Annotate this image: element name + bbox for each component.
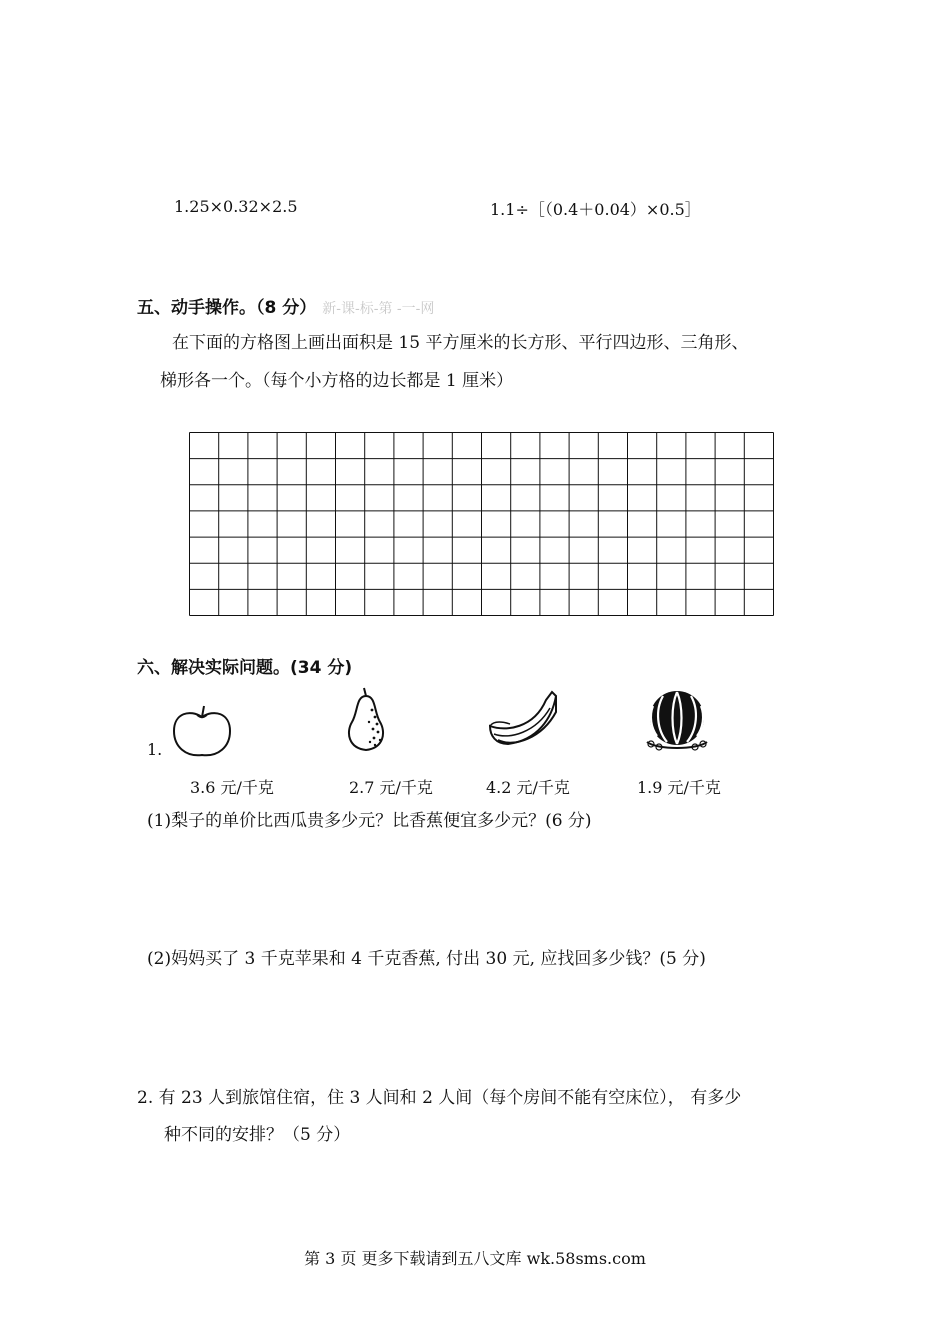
banana-price: 4.2 元/千克 — [486, 778, 570, 797]
pear-icon — [344, 684, 388, 754]
question-1-2: (2)妈妈买了 3 千克苹果和 4 千克香蕉, 付出 30 元, 应找回多少钱？(5 分) — [147, 949, 706, 969]
square-grid — [189, 432, 774, 616]
section-5-title — [137, 293, 434, 318]
section-6-title: 六、解决实际问题。(34 分) — [137, 658, 353, 678]
question-1-number: 1. — [147, 740, 163, 759]
question-2-line-1: 2. 有 23 人到旅馆住宿，住 3 人间和 2 人间（每个房间不能有空床位）， 有多少 — [137, 1088, 742, 1108]
section-5-instruction-line-1: 在下面的方格图上画出面积是 15 平方厘米的长方形、平行四边形、三角形、 — [172, 333, 749, 353]
watermark-text: 新-课-标-第 -一-网 — [322, 301, 435, 317]
section-5-instruction-line-2: 梯形各一个。（每个小方格的边长都是 1 厘米） — [160, 371, 514, 391]
calc-expression-1: 1.25×0.32×2.5 — [174, 197, 298, 216]
apple-price: 3.6 元/千克 — [190, 778, 274, 797]
section-5-title-text: 五、动手操作。（8 分） — [137, 298, 317, 318]
apple-icon — [170, 703, 234, 761]
watermelon-price: 1.9 元/千克 — [637, 778, 721, 797]
page-footer: 第 3 页 更多下载请到五八文库 wk.58sms.com — [304, 1249, 646, 1268]
watermelon-icon — [641, 688, 713, 754]
pear-price: 2.7 元/千克 — [349, 778, 433, 797]
question-1-1: (1)梨子的单价比西瓜贵多少元？比香蕉便宜多少元？(6 分) — [147, 811, 592, 831]
calc-expression-2: 1.1÷［（0.4＋0.04）×0.5］ — [490, 200, 701, 219]
question-2-line-2: 种不同的安排？（5 分） — [164, 1125, 351, 1145]
banana-icon — [486, 688, 560, 754]
